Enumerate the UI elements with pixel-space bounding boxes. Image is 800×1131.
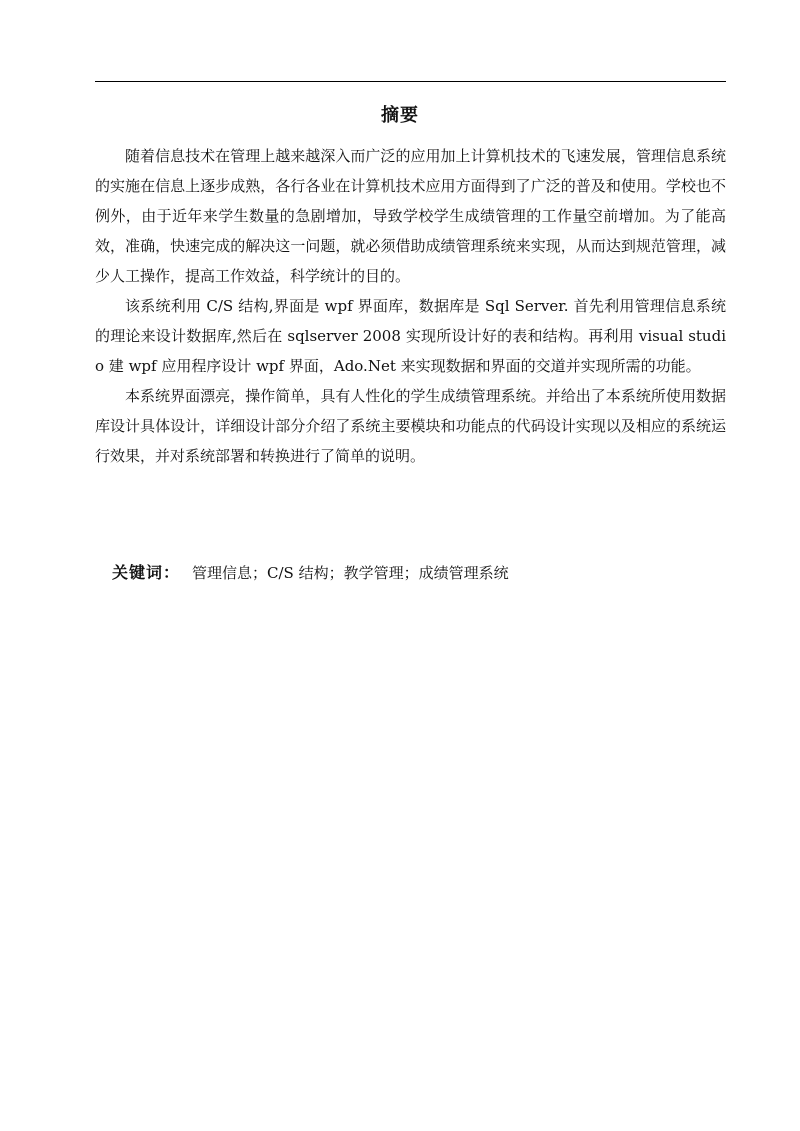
abstract-paragraph-1: 随着信息技术在管理上越来越深入而广泛的应用加上计算机技术的飞速发展，管理信息系统的实施在信息上逐步成熟，各行各业在计算机技术应用方面得到了广泛的普及和使用。学校也不例外，由于近年来学生数量的急剧增加，导致学校学生成绩管理的工作量空前增加。为了能高效，准确，快速完成的解决这一问题，就必须借助成绩管理系统来实现，从而达到规范管理，减少人工操作，提高工作效益，科学统计的目的。 bbox=[95, 147, 726, 285]
abstract-body bbox=[95, 141, 726, 471]
header-rule bbox=[95, 81, 726, 82]
abstract-paragraph-2: 该系统利用 C/S 结构,界面是 wpf 界面库，数据库是 Sql Server. 首先利用管理信息系统的理论来设计数据库,然后在 sqlserver 2008 实现所设计好的表和结构。再利用 visual studio 建 wpf 应用程序设计 wpf 界面，Ado.Net 来实现数据和界面的交道并实现所需的功能。 bbox=[95, 297, 726, 375]
abstract-paragraph-3: 本系统界面漂亮，操作简单，具有人性化的学生成绩管理系统。并给出了本系统所使用数据库设计具体设计，详细设计部分介绍了系统主要模块和功能点的代码设计实现以及相应的系统运行效果，并对系统部署和转换进行了简单的说明。 bbox=[95, 387, 726, 465]
page-title: 摘要 bbox=[381, 105, 419, 126]
keywords-line bbox=[112, 558, 726, 588]
keywords-label: 关键词： bbox=[112, 563, 181, 582]
keywords-values: 管理信息；C/S 结构；教学管理；成绩管理系统 bbox=[192, 564, 509, 582]
